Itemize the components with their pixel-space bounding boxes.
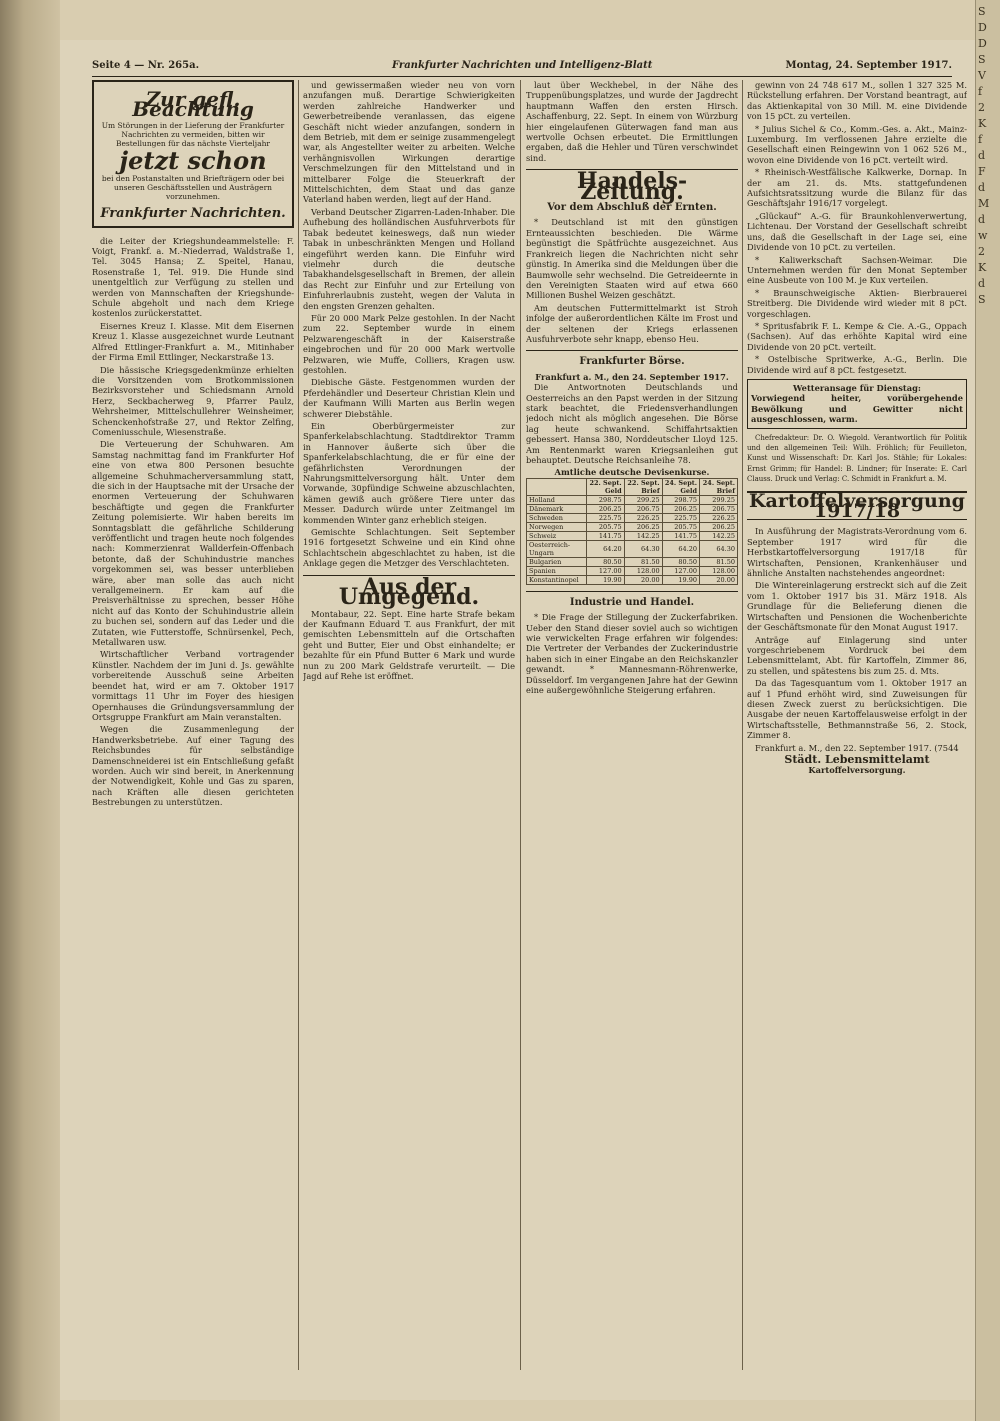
notice-signature: Städt. Lebensmittelamt bbox=[784, 752, 930, 766]
table-cell: 64.20 bbox=[587, 540, 624, 557]
section-divider bbox=[526, 591, 738, 592]
article-paragraph: * Julius Sichel & Co., Komm.-Ges. a. Akt., Mainz-Luxemburg. Im verflossenen Jahre erzielte die Gesellschaft einen Reingewinn von 1 062 526 M., wovon eine Dividende von 16 pCt. verteilt wird. bbox=[747, 123, 967, 165]
article-paragraph: * Spritusfabrik F. L. Kempe & Cie. A.-G., Oppach (Sachsen). Auf das erhöhte Kapital wird eine Dividende von 20 pCt. verteilt. bbox=[747, 320, 967, 352]
table-cell: Norwegen bbox=[527, 522, 587, 531]
table-cell: 206.25 bbox=[662, 504, 699, 513]
table-cell: 205.75 bbox=[587, 522, 624, 531]
article-paragraph: * Die Frage der Stillegung der Zuckerfabriken. Ueber den Stand dieser soviel auch so wichtigen wie verwickelten Frage erfahren wir folgendes: Die Vertreter der Verbandes der Zuckerindustrie haben sich in einer Eingabe an den Reichskanzler gewandt. * Mannesmann-Röhrenwerke, Düsseldorf. Im vergangenen Jahre hat der Gewinn eine außergewöhnliche Steigerung erfahren. bbox=[526, 612, 738, 696]
table-cell: 142.25 bbox=[624, 531, 662, 540]
weather-title: Wetteransage für Dienstag: bbox=[793, 382, 921, 393]
table-cell: 19.90 bbox=[587, 575, 624, 584]
table-cell: 64.30 bbox=[624, 540, 662, 557]
table-cell: 205.75 bbox=[662, 522, 699, 531]
article-paragraph: Wegen die Zusammenlegung der Handwerksbetriebe. Auf einer Tagung des Reichsbundes für selbständige Damenschneiderei ist ein Entschließung gefaßt worden. Auch wir sind bereit, in Anerkennung der Notwendigkeit, Kohle und Gas zu sparen, nach Kräften alle diesen gerichteten Bestrebungen zu unterstützen. bbox=[92, 724, 294, 808]
table-cell: 206.25 bbox=[624, 522, 662, 531]
table-cell: 127.00 bbox=[662, 566, 699, 575]
table-cell: 225.75 bbox=[587, 513, 624, 522]
article-paragraph: Am deutschen Futtermittelmarkt ist Stroh infolge der außerordentlichen Kälte im Frost und der seltenen der Kriegs erlassenen Ausfuhrverbote sehr knapp, ebenso Heu. bbox=[526, 302, 738, 344]
column-rule bbox=[298, 80, 299, 1370]
ad-text-1: Um Störungen in der Lieferung der Frankfurter Nachrichten zu vermeiden, bitten wir Bestellungen für das nächste Vierteljahr bbox=[101, 120, 285, 148]
notice-paragraph: Die Wintereinlagerung erstreckt sich auf die Zeit vom 1. Oktober 1917 bis 31. März 1918. Als Grundlage für die Belieferung dienen die Wirtschaften und Pensionen die Wochenberichte der Geschäftsmonate für den Monat August 1917. bbox=[747, 580, 967, 633]
article-paragraph: Verband Deutscher Zigarren-Laden-Inhaber. Die Aufhebung des holländischen Ausfuhrverbots für Tabak bedeutet keineswegs, daß nun wieder Tabak in unbeschränkten Mengen und Holland eingeführt werden kann. Die Einfuhr wird vielmehr durch die deutsche Tabakhandelsgesellschaft in Bremen, der allein das Recht zur Einfuhr und zur Erteilung von Einfuhrerlaubnis zusteht, wegen der Valuta in den engsten Grenzen gehalten. bbox=[303, 206, 515, 311]
table-row bbox=[527, 522, 738, 531]
table-cell: 64.30 bbox=[700, 540, 738, 557]
article-paragraph: * Ostelbische Spritwerke, A.-G., Berlin. Die Dividende wird auf 8 pCt. festgesetzt. bbox=[747, 354, 967, 375]
section-title-umgegend: Aus der Umgegend. bbox=[338, 573, 480, 611]
table-cell: 141.75 bbox=[662, 531, 699, 540]
article-paragraph: und gewissermaßen wieder neu von vorn anzufangen muß. Derartige Schwierigkeiten werden zahlreiche Handwerker und Gewerbetreibende veranlassen, das eigene Geschäft nicht wieder anzufangen, sondern in dem Betrieb, mit dem er seinige zusammengelegt war, als Angestellter weiter zu arbeiten. Welche verhängnisvollen Wirkungen derartige Verschmelzungen für den Mittelstand und in mittelbarer Folge die Steuerkraft der Mittelschichten, dem Staat und das ganze Vaterland haben werden, liegt auf der Hand. bbox=[303, 80, 515, 205]
table-cell: 226.25 bbox=[700, 513, 738, 522]
table-cell: Bulgarien bbox=[527, 557, 587, 566]
column-2 bbox=[303, 80, 515, 1370]
table-cell: Oesterreich-Ungarn bbox=[527, 540, 587, 557]
table-cell: 299.25 bbox=[624, 495, 662, 504]
table-cell: 298.75 bbox=[662, 495, 699, 504]
kartoffel-notice-title: Kartoffelversorgung 1917/18 bbox=[747, 491, 967, 521]
article-paragraph: Eisernes Kreuz I. Klasse. Mit dem Eisernen Kreuz 1. Klasse ausgezeichnet wurde Leutnant Alfred Ettlinger-Frankfurt a. M., Mitinhaber der Firma Emil Ettlinger, Neckarstraße 13. bbox=[92, 320, 294, 363]
table-cell: 80.50 bbox=[662, 557, 699, 566]
column-1 bbox=[92, 80, 294, 1380]
table-header-row bbox=[527, 478, 738, 495]
article-paragraph: Die hässische Kriegsgedenkmünze erhielten die Vorsitzenden vom Brotkommissionen Bezirksvorsteher und Schiedsmann Arnold Herz, Seckbacherweg 9, Pfarrer Paulz, Wehrsheimer, Mittelschullehrer Weinsheimer, Schenckenhofstraße 27, und Rektor Zelfing, Comeniusschule, Wiesenstraße. bbox=[92, 364, 294, 437]
table-cell: Holland bbox=[527, 495, 587, 504]
table-cell: 128.00 bbox=[700, 566, 738, 575]
column-rule bbox=[742, 80, 743, 1370]
table-cell: Schweiz bbox=[527, 531, 587, 540]
table-cell: 142.25 bbox=[700, 531, 738, 540]
table-cell: Schweden bbox=[527, 513, 587, 522]
exchange-table-title: Amtliche deutsche Devisenkurse. bbox=[554, 467, 710, 478]
notice-paragraph: In Ausführung der Magistrats-Verordnung vom 6. September 1917 wird für die Herbstkartoffelversorgung 1917/18 für Wirtschaften, Pensionen, Krankenhäuser und ähnliche Anstalten nachstehendes angeordnet: bbox=[747, 526, 967, 579]
section-divider bbox=[526, 350, 738, 351]
article-paragraph: Für 20 000 Mark Pelze gestohlen. In der Nacht zum 22. September wurde in einem Pelzwarengeschäft in der Kaiserstraße eingebrochen und für 20 000 Mark wertvolle Pelzwaren, wie Muffe, Colliers, Kragen usw. gestohlen. bbox=[303, 312, 515, 375]
table-header-cell: 24. Sept. Geld bbox=[662, 478, 699, 495]
industry-heading: Industrie und Handel. bbox=[569, 596, 695, 608]
article-paragraph: Wirtschaftlicher Verband vortragender Künstler. Nachdem der im Juni d. Js. gewählte vorbereitende Ausschuß seine Arbeiten beendet hat, wird er am 7. Oktober 1917 vormittags 11 Uhr im Foyer des hiesigen Opernhauses die Gründungsversammlung der Ortsgruppe Frankfurt am Main veranstalten. bbox=[92, 649, 294, 722]
table-cell: 127.00 bbox=[587, 566, 624, 575]
table-row bbox=[527, 540, 738, 557]
column-4 bbox=[747, 80, 967, 1370]
section-title-handels-zeitung: Handels-Zeitung. bbox=[576, 168, 688, 205]
table-row bbox=[527, 566, 738, 575]
notice-paragraph: Anträge auf Einlagerung sind unter vorgeschriebenem Vordruck bei dem Lebensmittelamt, Abt. für Kartoffeln, Zimmer 86, zu stellen, und spätestens bis zum 25. d. Mts. bbox=[747, 634, 967, 676]
article-paragraph: laut über Weckhebel, in der Nähe des Truppenübungsplatzes, und wurde der Jagdrecht hauptmann Waffen den ersten Hirsch. Aschaffenburg, 22. Sept. In einem von Würzburg hier eingelaufenen Güterwagen fand man aus wertvolle Ochsen erbeutet. Die Ermittlungen ergaben, daß die Hehler und Türen verschwindet sind. bbox=[526, 80, 738, 163]
article-paragraph: Gemischte Schlachtungen. Seit September 1916 fortgesetzt Schweine und ein Kind ohne Schlachtschein abgeschlachtet zu haben, ist die Anklage gegen die Metzger des Verschlachteten. bbox=[303, 527, 515, 569]
table-cell: 299.25 bbox=[700, 495, 738, 504]
article-paragraph: * Kaliwerkschaft Sachsen-Weimar. Die Unternehmen werden für den Monat September eine Ausbeute von 100 M. je Kux verteilen. bbox=[747, 254, 967, 286]
exchange-rate-table bbox=[526, 478, 738, 585]
column-3 bbox=[526, 80, 738, 1370]
article-paragraph: die Leiter der Kriegshundeammelstelle: F. Voigt, Frankf. a. M.-Niederrad, Waldstraße 1, Tel. 3045 Hansa; Z. Speitel, Hanau, Rosenstraße 1, Tel. 919. Die Hunde sind unentgeltlich zur Verfügung zu stellen und werden von Mannschaften der Kriegshunde-Schule abgeholt und nach dem Kriege kostenlos zurückerstattet. bbox=[92, 235, 294, 319]
notice-paragraph: Da das Tagesquantum vom 1. Oktober 1917 an auf 1 Pfund erhöht wird, sind Zuweisungen für diesen Zweck zuerst zu berücksichtigen. Die Ausgabe der neuen Kartoffelausweise erfolgt in der Wirtschaftsstelle, Bethmannstraße 56, 2. Stock, Zimmer 8. bbox=[747, 678, 967, 741]
table-cell: 128.00 bbox=[624, 566, 662, 575]
table-cell: 19.90 bbox=[662, 575, 699, 584]
table-row bbox=[527, 495, 738, 504]
table-cell: 20.00 bbox=[624, 575, 662, 584]
article-heading: Vor dem Abschluß der Ernten. bbox=[547, 202, 717, 214]
table-cell: Konstantinopel bbox=[527, 575, 587, 584]
table-cell: 206.25 bbox=[700, 522, 738, 531]
table-row bbox=[527, 513, 738, 522]
table-header-cell: 24. Sept. Brief bbox=[700, 478, 738, 495]
article-paragraph: Die Antwortnoten Deutschlands und Oesterreichs an den Papst werden in der Sitzung stark beachtet, die Friedensverhandlungen jedoch nicht als möglich angesehen. Die Börse lag heute schwankend. Schiffahrtsaktien gebessert. Hansa 380, Norddeutscher Lloyd 125. Am Rentenmarkt waren Kriegsanleihen gut behauptet. Deutsche Reichsanleihe 78. bbox=[526, 382, 738, 465]
ad-signature: Frankfurter Nachrichten. bbox=[100, 206, 286, 222]
article-paragraph: * Deutschland ist mit den günstigen Ernteaussichten beschieden. Die Wärme begünstigt die Spätfrüchte ausgezeichnet. Aus Frankreich liegen die Nachrichten nicht sehr günstig. In Amerika sind die Meldungen über die Baumwolle sehr wechselnd. Die Getreideernte in den Vereinigten Staaten wird auf etwa 660 Millionen Bushel Weizen geschätzt. bbox=[526, 217, 738, 301]
page-number: Seite 4 — Nr. 265a. bbox=[92, 60, 200, 71]
table-header-cell bbox=[527, 478, 587, 495]
ad-text-2: bei den Postanstalten und Briefträgern oder bei unseren Geschäftsstellen und Austrägern vorzunehmen. bbox=[101, 174, 285, 202]
table-header-cell: 22. Sept. Geld bbox=[587, 478, 624, 495]
boerse-date: Frankfurt a. M., den 24. September 1917. bbox=[535, 371, 729, 382]
table-cell: 206.75 bbox=[624, 504, 662, 513]
page-header bbox=[92, 58, 952, 77]
article-paragraph: Montabaur, 22. Sept. Eine harte Strafe bekam der Kaufmann Eduard T. aus Frankfurt, der mit gemischten Lebensmitteln auf die Ortschaften geht und Butter, Eier und Obst einhandelte; er bezahlte für ein Pfund Butter 6 Mark und wurde nun zu 200 Mark Geldstrafe verurteilt. — Die Jagd auf Rehe ist eröffnet. bbox=[303, 608, 515, 681]
table-row bbox=[527, 575, 738, 584]
table-cell: 80.50 bbox=[587, 557, 624, 566]
article-paragraph: * Braunschweigische Aktien- Bierbrauerei Streitberg. Die Dividende wird wieder mit 8 pCt. vorgeschlagen. bbox=[747, 287, 967, 319]
table-cell: 64.20 bbox=[662, 540, 699, 557]
table-cell: 206.25 bbox=[587, 504, 624, 513]
notice-signature-dept: Kartoffelversorgung. bbox=[808, 765, 906, 776]
table-cell: 225.75 bbox=[662, 513, 699, 522]
article-paragraph: Ein Oberbürgermeister zur Spanferkelabschlachtung. Stadtdirektor Tramm in Hannover äußerte sich über die Spanferkelabschlachtung, die er für eine der gefährlichsten Verordnungen der Nahrungsmittelversorgung hält. Unter dem Vorwande, 30pfündige Schweine abzuschlachten, kämen gewiß auch größere Tiere unter das Messer. Dadurch würde unter Zeitmangel im kommenden Winter ganz erheblich steigen. bbox=[303, 421, 515, 525]
table-cell: Dänemark bbox=[527, 504, 587, 513]
ad-emphasis: jetzt schon bbox=[119, 145, 267, 175]
next-page-fragment: S D D S V f 2 K f d F d M d w 2 K d S bbox=[978, 5, 990, 306]
table-cell: 141.75 bbox=[587, 531, 624, 540]
weather-text: Vorwiegend heiter, vorübergehende Bewölkung und Gewitter nicht ausgeschlossen, warm. bbox=[751, 393, 963, 425]
book-binding-edge bbox=[0, 0, 60, 1421]
table-cell: Spanien bbox=[527, 566, 587, 575]
subscription-ad bbox=[92, 80, 294, 228]
table-header-cell: 22. Sept. Brief bbox=[624, 478, 662, 495]
table-row bbox=[527, 504, 738, 513]
notice-paragraph: Frankfurt a. M., den 22. September 1917. (7544 bbox=[755, 742, 959, 753]
issue-date: Montag, 24. September 1917. bbox=[785, 60, 952, 71]
article-paragraph: gewinn von 24 748 617 M., sollen 1 327 325 M. Rückstellung erfahren. Der Vorstand beantragt, auf das Aktienkapital von 30 Mill. M. eine Dividende von 15 pCt. zu verteilen. bbox=[747, 80, 967, 122]
article-paragraph: * Rheinisch-Westfälische Kalkwerke, Dornap. In der am 21. ds. Mts. stattgefundenen Aufsichtsratssitzung wurde die Bilanz für das Geschäftsjahr 1916/17 vorgelegt. bbox=[747, 167, 967, 209]
article-paragraph: Die Verteuerung der Schuhwaren. Am Samstag nachmittag fand im Frankfurter Hof eine von etwa 800 Personen besuchte allgemeine Schuhmacherversammlung statt, die sich in der Hauptsache mit der Ursache der enormen Verteuerung der Schuhwaren beschäftigte und gegen die Frankfurter Zeitung polemisierte. Wir haben bereits im Sonntagsblatt die gefährliche Schilderung veröffentlicht und tragen heute noch folgendes nach: Kommerzienrat Wallderfein-Offenbach betonte, daß der Schuhindustrie manches vorgekommen sei, was besser unterblieben wäre, aber man solle das auch nicht verallgemeinern. Er kam auf die Preisverhältnisse zu sprechen, besser Höhe nicht auf das Konto der Schuhindustrie allein zu buchen sei, sondern auf das Leder und die Zutaten, wie Futterstoffe, Schnürsenkel, Pech, Metallwaren usw. bbox=[92, 439, 294, 648]
weather-box bbox=[747, 379, 967, 429]
article-paragraph: „Glückauf“ A.-G. für Braunkohlenverwertung, Lichtenau. Der Vorstand der Gesellschaft schreibt uns, daß die Gesellschaft in der Lage sei, eine Dividende von 10 pCt. zu verteilen. bbox=[747, 210, 967, 253]
table-cell: 81.50 bbox=[700, 557, 738, 566]
ad-title: Zur gefl. Beachtung bbox=[132, 87, 254, 122]
table-row bbox=[527, 531, 738, 540]
table-cell: 206.75 bbox=[700, 504, 738, 513]
table-row bbox=[527, 557, 738, 566]
table-cell: 81.50 bbox=[624, 557, 662, 566]
article-paragraph: Diebische Gäste. Festgenommen wurden der Pferdehändler und Deserteur Christian Klein und der Kaufmann Willi Marten aus Berlin wegen schwerer Diebstähle. bbox=[303, 377, 515, 419]
table-cell: 20.00 bbox=[700, 575, 738, 584]
newspaper-title: Frankfurter Nachrichten und Intelligenz-Blatt bbox=[392, 60, 653, 71]
table-cell: 226.25 bbox=[624, 513, 662, 522]
boerse-heading: Frankfurter Börse. bbox=[579, 356, 685, 368]
imprint: Chefredakteur: Dr. O. Wiegold. Verantwortlich für Politik und den allgemeinen Teil: Wilh. Fröhlich; für Feuilleton, Kunst und Wissenschaft: Dr. Karl Jos. Stähle; für Lokales: Ernst Grimm; für Handel: B. Lindner; für Inserate: E. Carl Clauss. Druck und Verlag: C. Schmidt in Frankfurt a. M. bbox=[747, 433, 967, 484]
column-rule bbox=[520, 80, 521, 1370]
next-page-edge bbox=[975, 0, 1000, 1421]
table-cell: 298.75 bbox=[587, 495, 624, 504]
